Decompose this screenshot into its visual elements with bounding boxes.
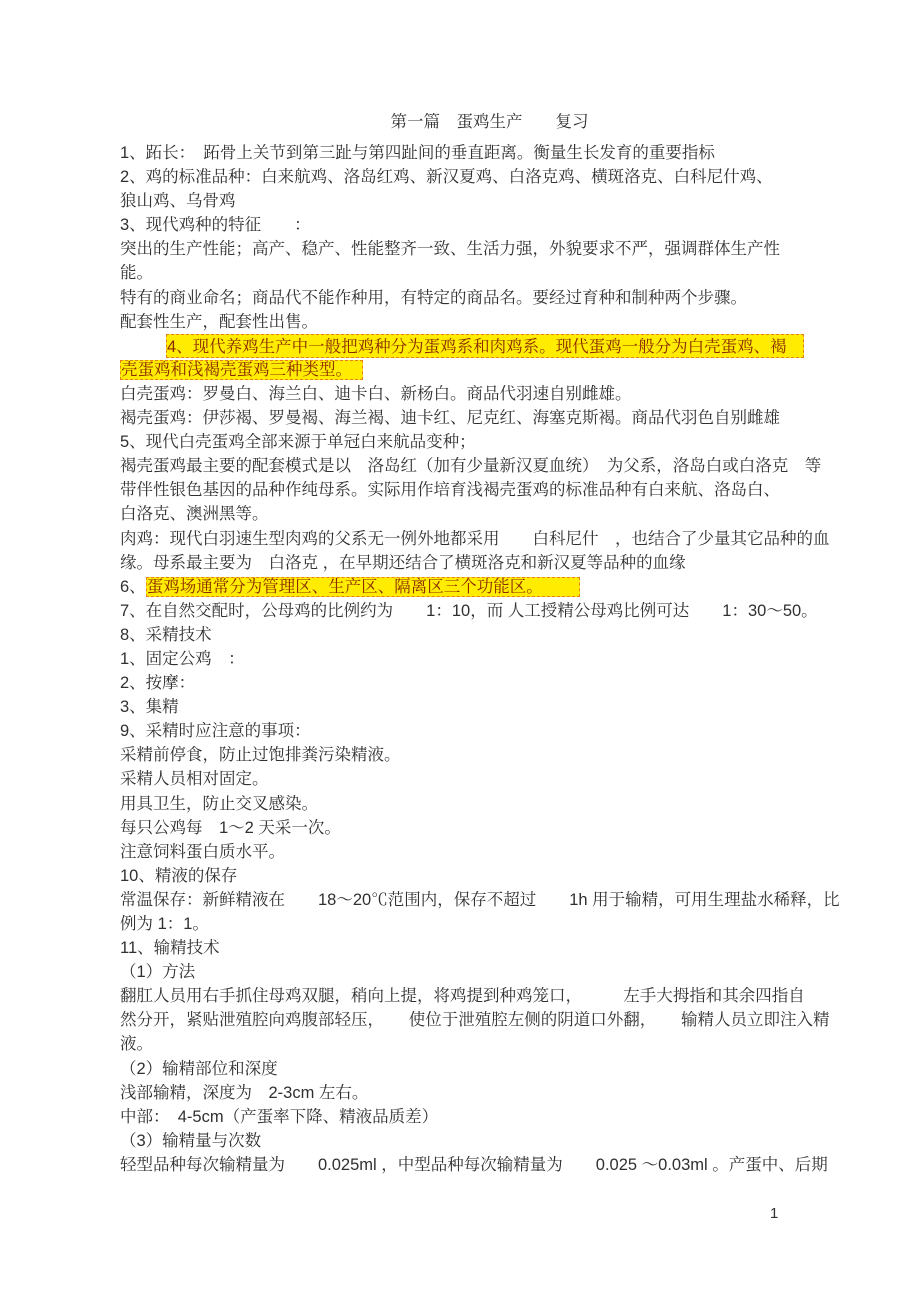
text-line [120, 1032, 804, 1056]
text-span: 肉鸡：现代白羽速生型肉鸡的父系无一例外地都采用 白科尼什 ，也结合了少量其它品种的血 [120, 529, 830, 548]
text-span: 7、在自然交配时，公母鸡的比例约为 1：10，而 人工授精公母鸡比例可达 1：30～50。 [120, 601, 818, 620]
text-line [120, 1057, 804, 1081]
text-line [120, 551, 804, 575]
text-span: 采精人员相对固定。 [120, 770, 269, 789]
text-span: 缘。母系最主要为 白洛克 ，在早期还结合了横斑洛克和新汉夏等品种的血缘 [120, 553, 686, 572]
text-line [166, 334, 804, 358]
text-line [120, 767, 804, 791]
text-span: 2、按摩： [120, 674, 196, 693]
text-line [120, 141, 804, 165]
text-span: （2）输精部位和深度 [120, 1059, 278, 1078]
document-lines [120, 141, 840, 1177]
text-line [120, 382, 804, 406]
text-line [120, 984, 804, 1008]
text-span: 白壳蛋鸡：罗曼白、海兰白、迪卡白、新杨白。商品代羽速自别雌雄。 [120, 384, 632, 403]
text-span: 特有的商业命名；商品代不能作种用，有特定的商品名。要经过育种和制种两个步骤。 [120, 288, 747, 307]
text-line [120, 647, 804, 671]
text-span: 6、 [120, 577, 146, 596]
text-line [120, 695, 804, 719]
text-span: （3）输精量与次数 [120, 1131, 262, 1150]
text-line [120, 358, 804, 382]
text-line [120, 864, 804, 888]
text-span: 带伴性银色基因的品种作纯母系。实际用作培育浅褐壳蛋鸡的标准品种有白来航、洛岛白、 [120, 481, 780, 500]
text-span: 褐壳蛋鸡最主要的配套模式是以 洛岛红（加有少量新汉夏血统） 为父系，洛岛白或白洛克 等 [120, 457, 822, 476]
text-span: （1）方法 [120, 963, 196, 982]
text-line [120, 261, 804, 285]
text-line [120, 840, 804, 864]
text-span: 3、现代鸡种的特征 ： [120, 216, 311, 235]
highlighted-text: 蛋鸡场通常分为管理区、生产区、隔离区三个功能区。 [146, 577, 580, 597]
text-span: 突出的生产性能；高产、稳产、性能整齐一致、生活力强，外貌要求不严，强调群体生产性 [120, 240, 780, 259]
text-span: 翻肛人员用右手抓住母鸡双腿，稍向上提，将鸡提到种鸡笼口， 左手大拇指和其余四指自 [120, 987, 805, 1006]
text-line [120, 1081, 804, 1105]
text-span: 注意饲料蛋白质水平。 [120, 842, 285, 861]
text-line [120, 406, 804, 430]
text-line [120, 1105, 804, 1129]
text-line [120, 237, 804, 261]
text-line [120, 454, 822, 478]
text-span: 轻型品种每次输精量为 0.025ml ，中型品种每次输精量为 0.025 ～0.03ml 。产蛋中、后期 [120, 1155, 828, 1174]
text-span: 1、固定公鸡 ： [120, 649, 245, 668]
text-span: 9、采精时应注意的事项： [120, 722, 311, 741]
text-line [120, 430, 804, 454]
text-span: 配套性生产，配套性出售。 [120, 312, 318, 331]
text-line [120, 575, 804, 599]
text-span: 采精前停食，防止过饱排粪污染精液。 [120, 746, 401, 765]
highlighted-text: 4、现代养鸡生产中一般把鸡种分为蛋鸡系和肉鸡系。现代蛋鸡一般分为白壳蛋鸡、褐 [167, 337, 787, 356]
text-span: 液。 [120, 1035, 153, 1054]
text-line [120, 792, 804, 816]
text-line [120, 743, 804, 767]
text-span: 1、跖长： 跖骨上关节到第三趾与第四趾间的垂直距离。衡量生长发育的重要指标 [120, 144, 715, 162]
text-span: 8、采精技术 [120, 625, 212, 644]
text-span: 白洛克、澳洲黑等。 [120, 505, 269, 524]
text-line [120, 213, 804, 237]
text-span: 2、鸡的标准品种：白来航鸡、洛岛红鸡、新汉夏鸡、白洛克鸡、横斑洛克、白科尼什鸡、 [120, 168, 773, 187]
document-content [120, 110, 840, 1177]
text-span: 褐壳蛋鸡：伊莎褐、罗曼褐、海兰褐、迪卡红、尼克红、海塞克斯褐。商品代羽色自别雌雄 [120, 409, 780, 428]
text-span: 中部： 4-5cm（产蛋率下降、精液品质差） [120, 1107, 439, 1126]
text-span: 3、集精 [120, 698, 179, 717]
text-line [120, 527, 830, 551]
text-span: 狼山鸡、乌骨鸡 [120, 192, 236, 211]
page-number: 1 [770, 1205, 779, 1222]
text-span: 10、精液的保存 [120, 866, 238, 885]
text-span: 例为 1：1。 [120, 915, 209, 933]
text-line [120, 671, 804, 695]
text-line [120, 286, 804, 310]
text-span: 常温保存：新鲜精液在 18～20℃范围内，保存不超过 1h 用于输精，可用生理盐水稀释，比 [120, 890, 840, 909]
text-line [120, 1153, 828, 1177]
text-line [120, 888, 840, 912]
text-line [120, 1129, 804, 1153]
text-line [120, 599, 818, 623]
highlighted-text: 壳蛋鸡和浅褐壳蛋鸡三种类型。 [120, 360, 363, 380]
text-line [120, 960, 804, 984]
text-line [120, 719, 804, 743]
text-span: 11、输精技术 [120, 939, 220, 958]
text-span: 然分开，紧贴泄殖腔向鸡腹部轻压， 使位于泄殖腔左侧的阴道口外翻， 输精人员立即注入精 [120, 1011, 830, 1030]
text-line [120, 623, 804, 647]
text-line [120, 189, 804, 213]
text-line [120, 912, 804, 936]
text-line [120, 936, 804, 960]
text-line [120, 165, 804, 189]
text-span: 5、现代白壳蛋鸡全部来源于单冠白来航品变种； [120, 433, 476, 452]
document-title: 第一篇 蛋鸡生产 复习 [390, 113, 589, 131]
text-span: 浅部输精，深度为 2-3cm 左右。 [120, 1083, 369, 1102]
text-span: 能。 [120, 264, 153, 283]
text-span: 每只公鸡每 1～2 天采一次。 [120, 818, 341, 837]
text-line [120, 816, 804, 840]
text-line [120, 1008, 830, 1032]
text-line [120, 502, 804, 526]
text-span: 用具卫生，防止交叉感染。 [120, 794, 318, 813]
text-line [120, 310, 804, 334]
text-line [120, 478, 804, 502]
